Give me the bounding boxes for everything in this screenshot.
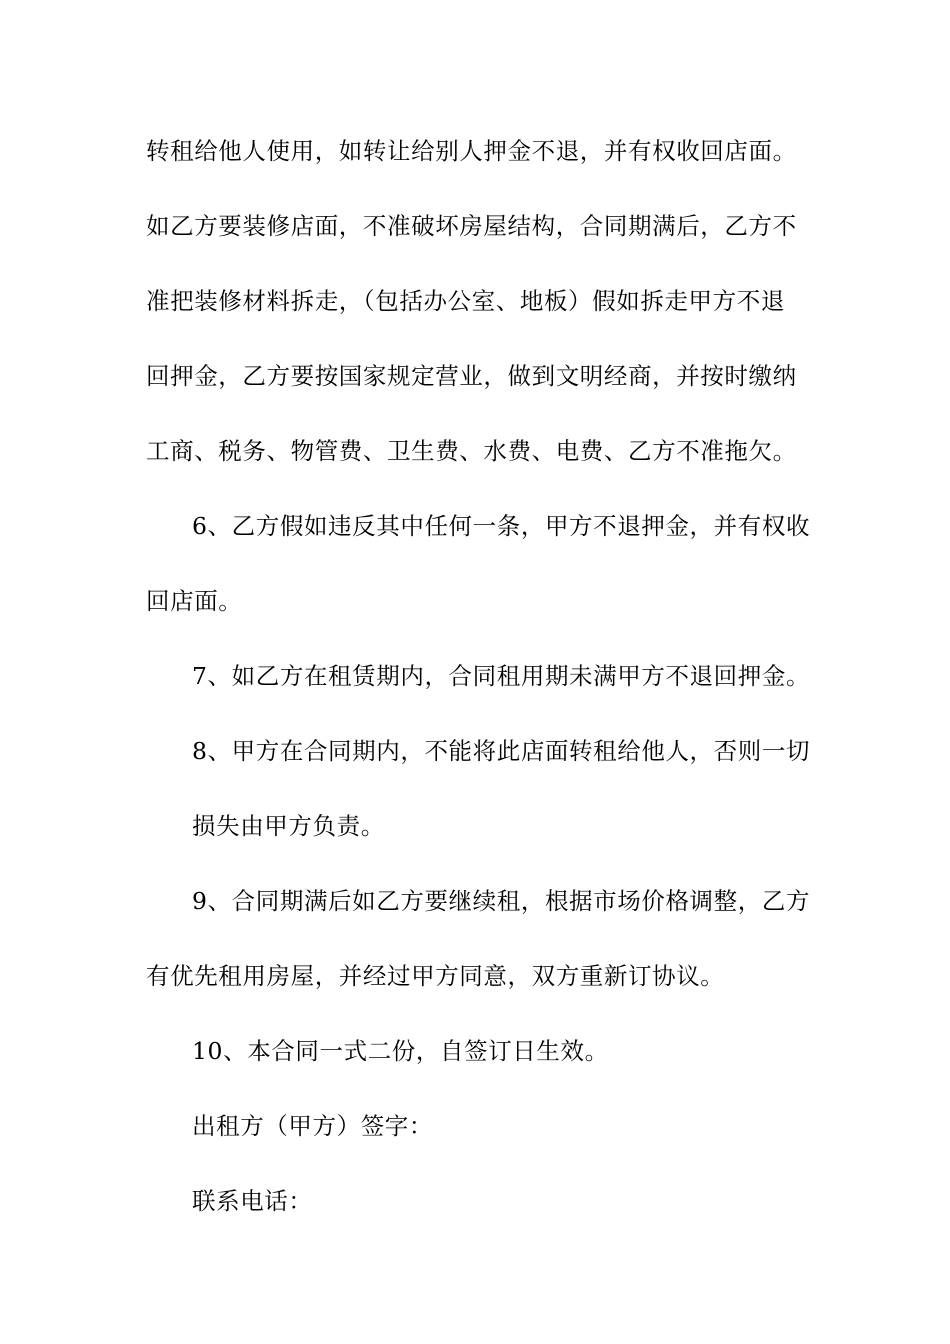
- clause-8-line: 8、甲方在合同期内，不能将此店面转租给他人，否则一切: [192, 737, 811, 765]
- clause-6-continuation: 回店面。: [146, 587, 243, 615]
- contact-phone-label: 联系电话：: [192, 1187, 313, 1215]
- paragraph-line: 如乙方要装修店面，不准破坏房屋结构，合同期满后，乙方不: [146, 212, 797, 240]
- paragraph-line: 转租给他人使用，如转让给别人押金不退，并有权收回店面。: [146, 137, 797, 165]
- clause-6-line: 6、乙方假如违反其中任何一条，甲方不退押金，并有权收: [192, 512, 811, 540]
- paragraph-line: 回押金，乙方要按国家规定营业，做到文明经商，并按时缴纳: [146, 362, 797, 390]
- clause-10-line: 10、本合同一式二份，自签订日生效。: [192, 1037, 609, 1065]
- paragraph-line: 工商、税务、物管费、卫生费、水费、电费、乙方不准拖欠。: [146, 437, 797, 465]
- clause-7-line: 7、如乙方在租赁期内，合同租用期未满甲方不退回押金。: [192, 662, 811, 690]
- lessor-signature-label: 出租方（甲方）签字：: [192, 1112, 433, 1140]
- clause-9-line: 9、合同期满后如乙方要继续租，根据市场价格调整，乙方: [192, 887, 811, 915]
- clause-9-continuation: 有优先租用房屋，并经过甲方同意，双方重新订协议。: [146, 962, 725, 990]
- paragraph-line: 准把装修材料拆走，（包括办公室、地板）假如拆走甲方不退: [146, 287, 785, 315]
- clause-8-continuation: 损失由甲方负责。: [192, 812, 385, 840]
